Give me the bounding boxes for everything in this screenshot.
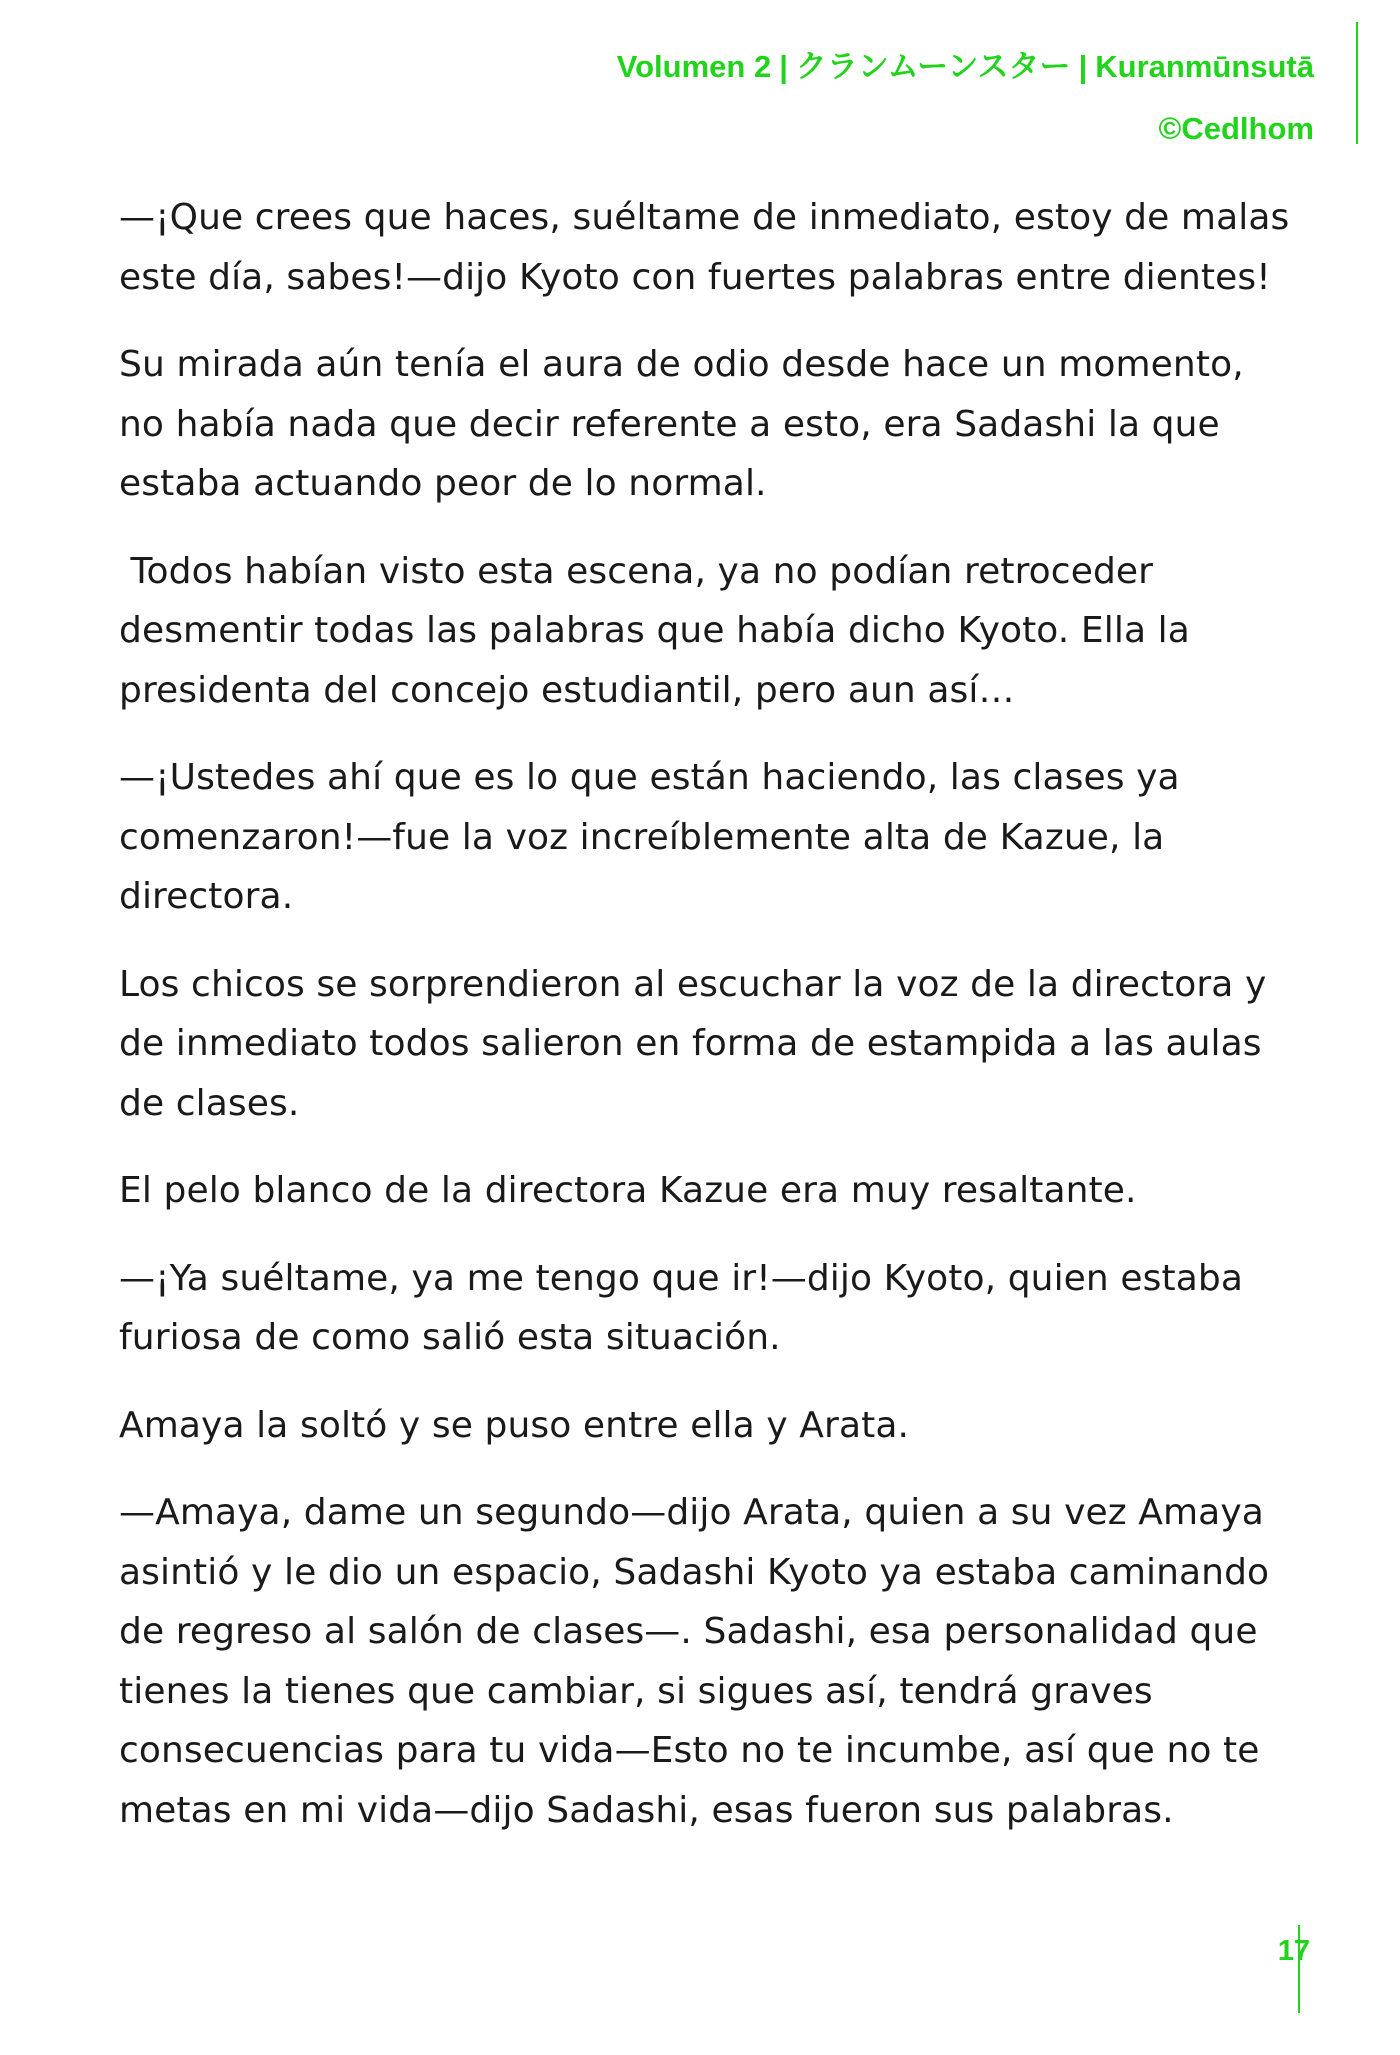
header-divider-line bbox=[1356, 22, 1358, 144]
paragraph: Su mirada aún tenía el aura de odio desde hace un momento, no había nada que decir referente a esto, era Sadashi la que estaba actuando peor de lo normal. bbox=[119, 344, 1244, 504]
paragraph: Los chicos se sorprendieron al escuchar la voz de la directora y de inmediato todos salieron en forma de estampida a las aulas de clases. bbox=[119, 963, 1267, 1124]
paragraph: —¡Ya suéltame, ya me tengo que ir!—dijo Kyoto, quien estaba furiosa de como salió esta situación. bbox=[119, 1257, 1243, 1358]
header-title-jp: クランムーンスター bbox=[795, 49, 1071, 84]
header-separator: | bbox=[779, 49, 788, 84]
paragraph: —¡Ustedes ahí que es lo que están haciendo, las clases ya comenzaron!—fue la voz increíblemente alta de Kazue, la directora. bbox=[119, 757, 1180, 917]
header-copyright: ©Cedlhom bbox=[1158, 111, 1314, 146]
paragraph: El pelo blanco de la directora Kazue era muy resaltante. bbox=[119, 1170, 1137, 1211]
header-title-romaji: Kuranmūnsutā bbox=[1095, 49, 1314, 84]
header-volume: Volumen 2 bbox=[616, 49, 772, 84]
paragraph: —¡Que crees que haces, suéltame de inmediato, estoy de malas este día, sabes!—dijo Kyoto con fuertes palabras entre dientes! bbox=[119, 197, 1290, 298]
paragraph: Amaya la soltó y se puso entre ella y Arata. bbox=[119, 1404, 910, 1446]
page-body bbox=[119, 188, 1299, 1868]
paragraph: —Amaya, dame un segundo—dijo Arata, quien a su vez Amaya asintió y le dio un espacio, Sadashi Kyoto ya estaba caminando de regreso al salón de clases—. Sadashi, esa personalidad que tienes la tienes que cambiar, si sigues así, tendrá graves consecuencias para tu vida—Esto no te incumbe, así que no te metas en mi vida—dijo Sadashi, esas fueron sus palabras. bbox=[119, 1492, 1270, 1831]
page-number: 17 bbox=[1277, 1935, 1310, 1967]
page-header bbox=[617, 36, 1314, 160]
header-title-line bbox=[617, 36, 1314, 98]
paragraph: Todos habían visto esta escena, ya no podían retroceder desmentir todas las palabras que había dicho Kyoto. Ella la presidenta del concejo estudiantil, pero aun así… bbox=[119, 550, 1202, 711]
header-separator: | bbox=[1078, 49, 1088, 84]
